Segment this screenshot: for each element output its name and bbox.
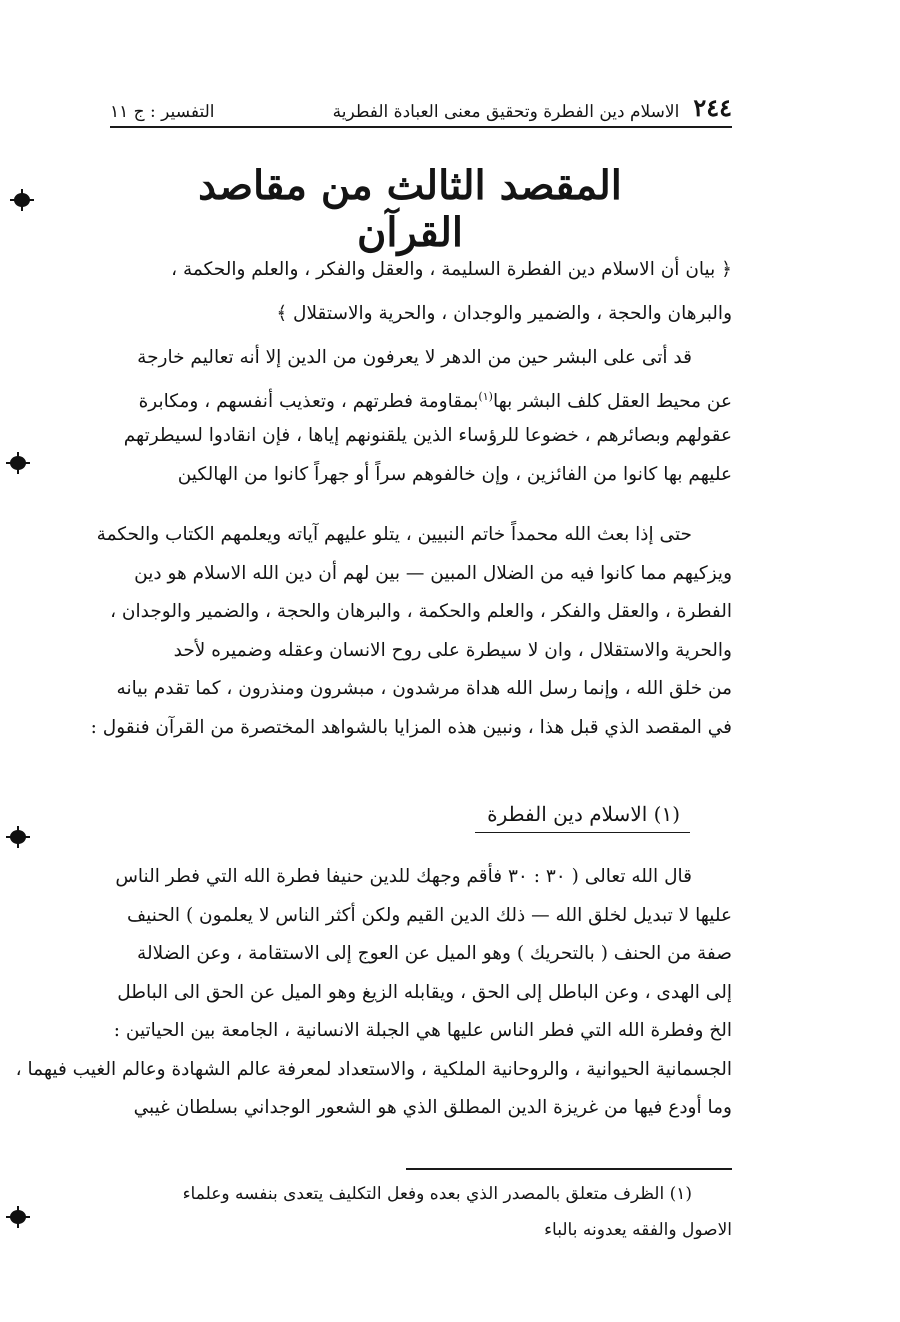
footnote-divider [406, 1168, 732, 1170]
paragraph-3 [15, 858, 732, 1128]
footnotes [106, 1176, 732, 1248]
scan-hole-mark [10, 1210, 26, 1224]
header-volume: التفسير : ج ١١ [110, 102, 215, 122]
scan-hole-mark [14, 193, 30, 207]
intro-statement [106, 248, 732, 336]
text-span: بمقاومة فطرتهم ، وتعذيب أنفسهم ، ومكابرة [138, 391, 479, 413]
text-line: عقولهم وبصائرهم ، خضوعا للرؤساء الذين يلقنونهم إياها ، فإن انقادوا لسيطرتهم [123, 425, 732, 446]
page-number: ٢٤٤ [693, 93, 732, 122]
footnote-line: الاصول والفقه يعدونه بالباء [544, 1220, 732, 1240]
paragraph-1 [106, 338, 732, 494]
text-line: والحرية والاستقلال ، وان لا سيطرة على روح الانسان وعقله وضميره لأحد [173, 639, 732, 661]
text-line: صفة من الحنف ( بالتحريك ) وهو الميل عن العوج إلى الاستقامة ، وعن الضلالة [137, 943, 732, 964]
text-line: والبرهان والحجة ، والضمير والوجدان ، والحرية والاستقلال ﴾ [276, 303, 732, 324]
text-line: قد أتى على البشر حين من الدهر لا يعرفون من الدين إلا أنه تعاليم خارجة [137, 347, 692, 368]
text-line: الفطرة ، والعقل والفكر ، والعلم والحكمة ، والبرهان والحجة ، والضمير والوجدان ، [110, 601, 732, 622]
section-heading: المقصد الثالث من مقاصد القرآن [198, 162, 622, 256]
footnote-reference: (١) [478, 390, 493, 403]
text-line: حتى إذا بعث الله محمداً خاتم النبيين ، يتلو عليهم آياته ويعلمهم الكتاب والحكمة [96, 524, 692, 545]
text-line: الجسمانية الحيوانية ، والروحانية الملكية ، والاستعداد لمعرفة عالم الشهادة وعالم الغيب فيهما ، [15, 1058, 732, 1080]
running-header [110, 84, 732, 128]
scan-hole-mark [10, 830, 26, 844]
text-line: إلى الهدى ، وعن الباطل إلى الحق ، ويقابله الزيغ وهو الميل عن الحق الى الباطل [117, 981, 732, 1003]
text-line: في المقصد الذي قبل هذا ، ونبين هذه المزايا بالشواهد المختصرة من القرآن فنقول : [90, 716, 732, 738]
text-line: عليهم بها كانوا من الفائزين ، وإن خالفوهم سراً أو جهراً كانوا من الهالكين [177, 464, 732, 485]
footnote-line: (١) الظرف متعلق بالمصدر الذي بعده وفعل التكليف يتعدى بنفسه وعلماء [182, 1184, 692, 1204]
paragraph-2 [90, 516, 732, 747]
text-line: ويزكيهم مما كانوا فيه من الضلال المبين — بين لهم أن دين الله الاسلام هو دين [134, 562, 732, 584]
text-span: عن محيط العقل كلف البشر بها [492, 391, 732, 413]
text-line: من خلق الله ، وإنما رسل الله هداة مرشدون ، مبشرون ومنذرون ، كما تقدم بيانه [116, 678, 732, 699]
text-line: الخ وفطرة الله التي فطر الناس عليها هي الجبلة الانسانية ، الجامعة بين الحياتين : [113, 1020, 732, 1041]
header-title: الاسلام دين الفطرة وتحقيق معنى العبادة الفطرية [332, 102, 680, 122]
text-line: عليها لا تبديل لخلق الله — ذلك الدين القيم ولكن أكثر الناس لا يعلمون ) الحنيف [127, 904, 732, 926]
subsection-heading: (١) الاسلام دين الفطرة [475, 798, 690, 833]
text-line [106, 377, 732, 416]
text-line: قال الله تعالى ( ٣٠ : ٣٠ فأقم وجهك للدين حنيفا فطرة الله التي فطر الناس [115, 866, 692, 887]
scan-hole-mark [10, 456, 26, 470]
text-line: ﴿ بيان أن الاسلام دين الفطرة السليمة ، والعقل والفكر ، والعلم والحكمة ، [171, 259, 732, 280]
text-line: وما أودع فيها من غريزة الدين المطلق الذي هو الشعور الوجداني بسلطان غيبي [133, 1097, 732, 1118]
